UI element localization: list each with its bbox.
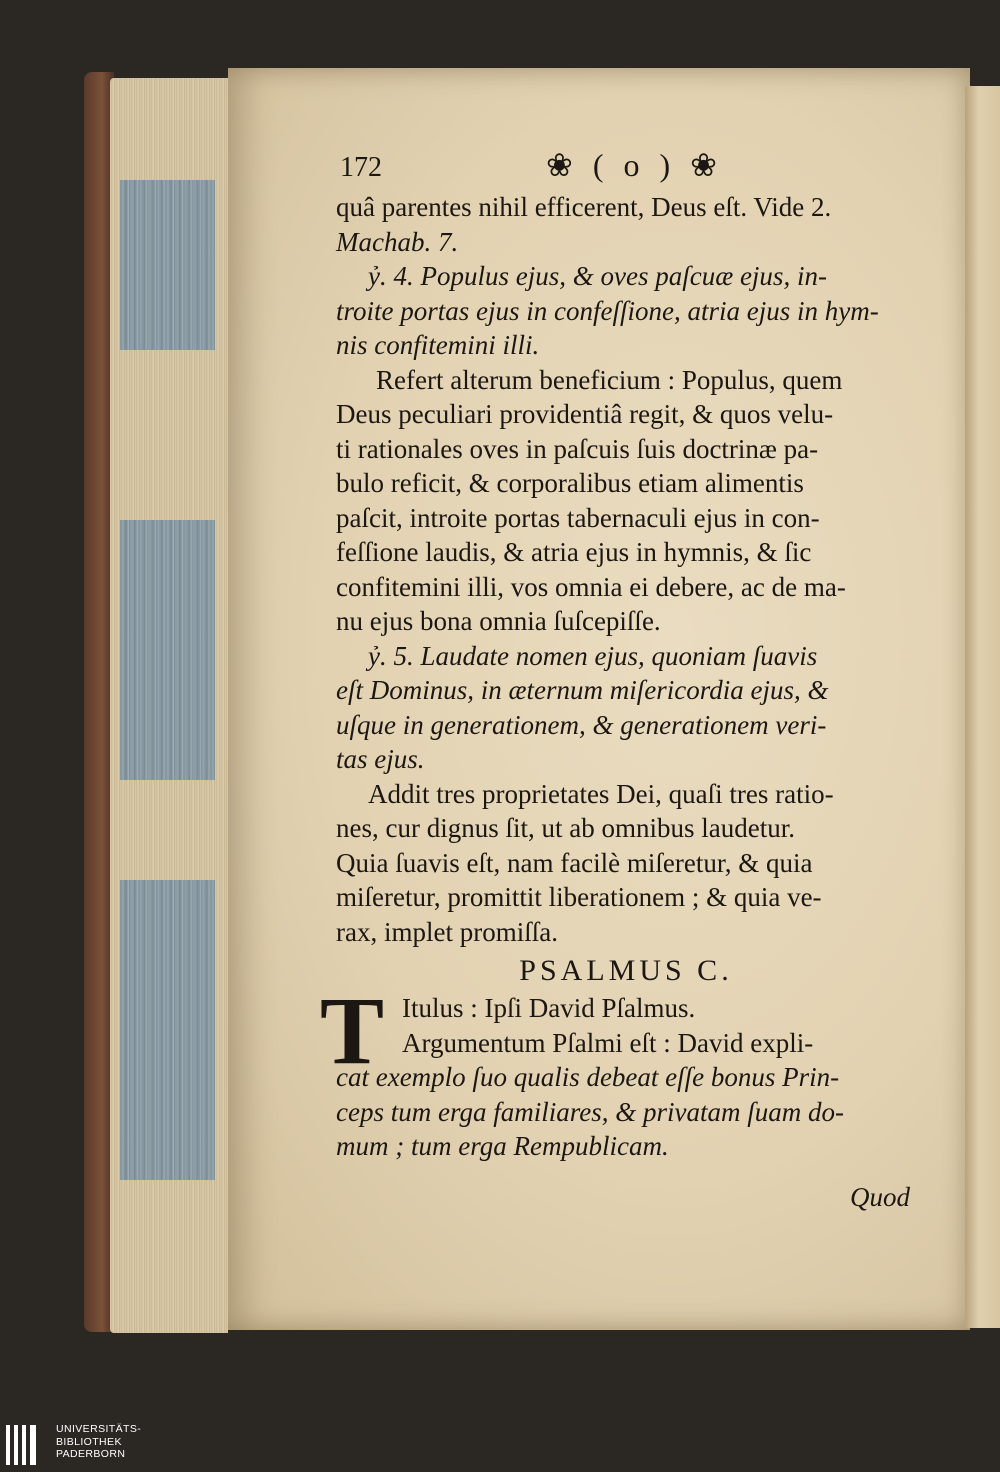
text-line: paſcit, introite portas tabernaculi ejus in con-	[336, 502, 820, 533]
text-line: feſſione laudis, & atria ejus in hymnis, & ſic	[336, 537, 812, 567]
text-line: Quia ſuavis eſt, nam facilè miſeretur, & quia	[336, 847, 813, 878]
text-line: Argumentum Pſalmi eſt : David expli-	[402, 1027, 814, 1058]
text-line: ceps tum erga familiares, & privatam ſuam do-	[336, 1096, 844, 1127]
page-text	[320, 147, 916, 1213]
text-line: Machab. 7.	[336, 226, 459, 257]
catchword: Quod	[850, 1181, 910, 1212]
header-ornament: ❀ ( o ) ❀	[546, 147, 723, 183]
psalm-intro-lines	[336, 991, 916, 1164]
library-footer	[0, 1415, 1000, 1472]
page-header	[336, 147, 916, 190]
library-logo-text	[56, 1423, 141, 1461]
psalm-intro	[320, 977, 916, 1164]
edge-marbling	[120, 880, 215, 1180]
logo-line: PADERBORN	[56, 1448, 126, 1460]
psalm-title: PSALMUS C.	[519, 954, 733, 987]
edge-marbling	[120, 520, 215, 780]
text-line: troite portas ejus in confeſſione, atria ejus in hym-	[336, 295, 879, 326]
library-logo-icon	[6, 1425, 46, 1465]
text-line: Itulus : Ipſi David Pſalmus.	[402, 993, 696, 1023]
edge-marbling	[120, 180, 215, 350]
drop-cap: T	[320, 977, 385, 1084]
text-line: nis confitemini illi.	[336, 330, 540, 360]
text-line: bulo reficit, & corporalibus etiam alimentis	[336, 468, 804, 498]
logo-line: BIBLIOTHEK	[56, 1435, 122, 1448]
page-number: 172	[340, 152, 382, 183]
text-line: ti rationales oves in paſcuis ſuis doctrinæ pa-	[336, 433, 819, 464]
text-line: eſt Dominus, in æternum miſericordia ejus, &	[336, 675, 829, 705]
body-lines	[336, 190, 916, 949]
text-line: Deus peculiari providentiâ regit, & quos velu-	[336, 399, 834, 429]
text-line: tas ejus.	[336, 744, 425, 774]
text-line: quâ parentes nihil efficerent, Deus eſt. Vide 2.	[336, 192, 832, 222]
text-line: Addit tres proprietates Dei, quaſi tres ratio-	[368, 778, 834, 809]
facing-page-edge	[965, 86, 1000, 1328]
text-line: Refert alterum beneficium : Populus, quem	[376, 364, 843, 395]
text-line: miſeretur, promittit liberationem ; & quia ve-	[336, 882, 822, 912]
text-line: rax, implet promiſſa.	[336, 916, 558, 947]
text-line: confitemini illi, vos omnia ei debere, ac de ma-	[336, 571, 846, 602]
text-line: ỷ. 5. Laudate nomen ejus, quoniam ſuavis	[368, 640, 818, 671]
text-line: ỷ. 4. Populus ejus, & oves paſcuæ ejus, in-	[368, 261, 827, 291]
text-line: uſque in generationem, & generationem veri-	[336, 709, 827, 740]
text-line: nu ejus bona omnia ſuſcepiſſe.	[336, 606, 661, 636]
text-line: cat exemplo ſuo qualis debeat eſſe bonus Prin-	[336, 1062, 840, 1092]
logo-line: UNIVERSITÄTS-	[56, 1423, 142, 1435]
text-line: mum ; tum erga Rempublicam.	[336, 1131, 669, 1161]
text-line: nes, cur dignus ſit, ut ab omnibus laudetur.	[336, 813, 795, 843]
